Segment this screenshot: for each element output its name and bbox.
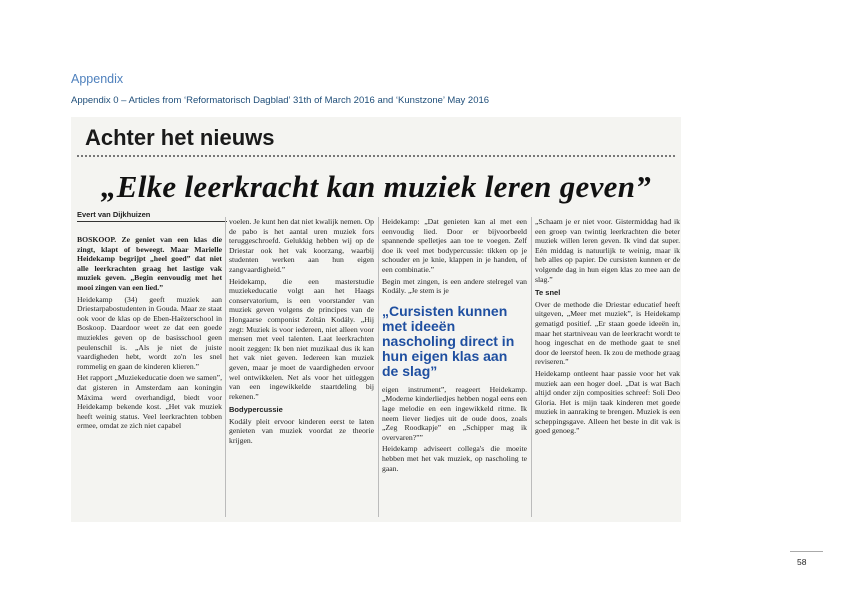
section-subheading: Bodypercussie <box>229 405 283 415</box>
article-column-2 <box>229 217 374 448</box>
article-paragraph: Kodály pleit ervoor kinderen eerst te laten genieten van muziek voordat ze theorie krijgen. <box>229 416 374 446</box>
page-number: 58 <box>797 557 807 567</box>
appendix-subheading: Appendix 0 – Articles from ‘Reformatorisch Dagblad’ 31th of March 2016 and ‘Kunstzone’ May 2016 <box>71 95 490 106</box>
column-rule <box>531 217 532 517</box>
article-paragraph: Het rapport „Muziekeducatie doen we samen”, dat gisteren in Amsterdam aan koningin Máxima werd overhandigd, biedt voor Heidekamp bekende kost. „Het vak muziek heeft weinig status. Veel leerkrachten tobben ermee, omdat ze zich niet capabel <box>77 373 222 431</box>
article-column-1 <box>77 235 222 433</box>
newspaper-clipping <box>71 117 681 522</box>
article-paragraph: Heidekamp: „Dat genieten kan al met een eenvoudig lied. Door er bijvoorbeeld spannende spelletjes aan toe te voegen. Zelf doe ik veel met bodypercussie: tikken op je schouder en je knie, klappen in je handen, of een combinatie.” <box>382 217 527 274</box>
article-paragraph: Begin met zingen, is een andere stelregel van Kodály. „Je stem is je <box>382 276 527 296</box>
pull-quote: „Cursisten kunnen met ideeën nascholing direct in hun eigen klas aan de slag” <box>382 302 515 379</box>
article-column-4 <box>535 217 680 438</box>
column-rule <box>225 217 226 517</box>
article-lead: BOSKOOP. Ze geniet van een klas die zingt, klapt of beweegt. Maar Marielle Heidekamp begrijpt „heel goed” dat niet alle leerkrachten graag het lastige vak muziek geven. „Begin eenvoudig met het mooi zingen van een lied.” <box>77 235 222 292</box>
article-paragraph: eigen instrument”, reageert Heidekamp. „Moderne kinderliedjes hebben nogal eens een lage melodie en een ingewikkeld ritme. Ik neem liever liedjes uit de oude doos, zoals „Zeg Roodkapje” en „Schipper mag ik overvaren?”” <box>382 384 527 442</box>
article-paragraph: Heidekamp adviseert collega's die moeite hebben met het vak muziek, op nascholing te gaan. <box>382 444 527 473</box>
article-column-3 <box>382 217 527 475</box>
article-paragraph: Heidekamp, die een masterstudie muziekeducatie volgt aan het Haags conservatorium, is een voorstander van muziek geven volgens de principes van de Hongaarse componist Zoltán Kodály. „Hij zegt: Muziek is voor iedereen, niet alleen voor mensen met veel talenten. Laat leerkrachten nooit zeggen: Ik ben niet muzikaal dus ik kan het vak niet geven. Iedereen kan muziek geven, maar je moet de vaardigheden ervoor wel ontwikkelen. Net als voor het uitleggen van een ingewikkelde staartdeling bij rekenen.” <box>229 276 374 401</box>
page-number-rule <box>790 551 823 552</box>
article-paragraph: Heidekamp ontleent haar passie voor het vak muziek aan een hoger doel. „Dat is wat Bach altijd onder zijn composities schreef: Soli Deo Gloria. Het is mijn taak kinderen met goede muziek in aanraking te brengen. Muziek is een scheppingsgave. Alleen het beste in dit vak is goed genoeg.” <box>535 368 680 436</box>
byline: Evert van Dijkhuizen <box>77 210 151 219</box>
article-paragraph: Over de methode die Driestar educatief heeft uitgeven, „Meer met muziek”, is Heidekamp gematigd positief. „Er staan goede ideeën in, maar het startniveau van de leerkracht wordt te hoog ingeschat en de methode gaat te snel door de leerstof heen. Ik zou de methode graag reviseren.” <box>535 299 680 367</box>
rubric-title: Achter het nieuws <box>85 125 275 150</box>
article-paragraph: Heidekamp (34) geeft muziek aan Driestarpabostudenten in Gouda. Maar ze staat ook voor de klas op de Eben-Haëzerschool in Boskoop. Daardoor weet ze dat een goede muziekles geven op de basisschool geen peulenschil is. „Als je niet de juiste vaardigheden hebt, wordt zo'n les snel rommelig en gaan de kinderen klieren.” <box>77 294 222 371</box>
appendix-heading: Appendix <box>71 72 124 86</box>
byline-rule <box>77 221 227 222</box>
section-subheading: Te snel <box>535 288 561 298</box>
article-paragraph: voelen. Je kunt hen dat niet kwalijk nemen. Op de pabo is het aantal uren muziek fors teruggeschroefd. Gelukkig hebben wij op de Driestar ook het vak koorzang, waarbij studenten werken aan hun eigen zangvaardigheid.” <box>229 217 374 274</box>
article-headline: „Elke leerkracht kan muziek leren geven” <box>100 169 652 204</box>
article-paragraph: „Schaam je er niet voor. Gistermiddag had ik een groep van twintig leerkrachten die beter muziek willen leren geven. Ik vind dat super. Eén middag is natuurlijk te weinig, maar ik heb alles op papier. De cursisten kunnen er de volgende dag in hun eigen klas zo mee aan de slag.” <box>535 217 680 284</box>
dotted-divider <box>77 155 675 157</box>
column-rule <box>378 217 379 517</box>
